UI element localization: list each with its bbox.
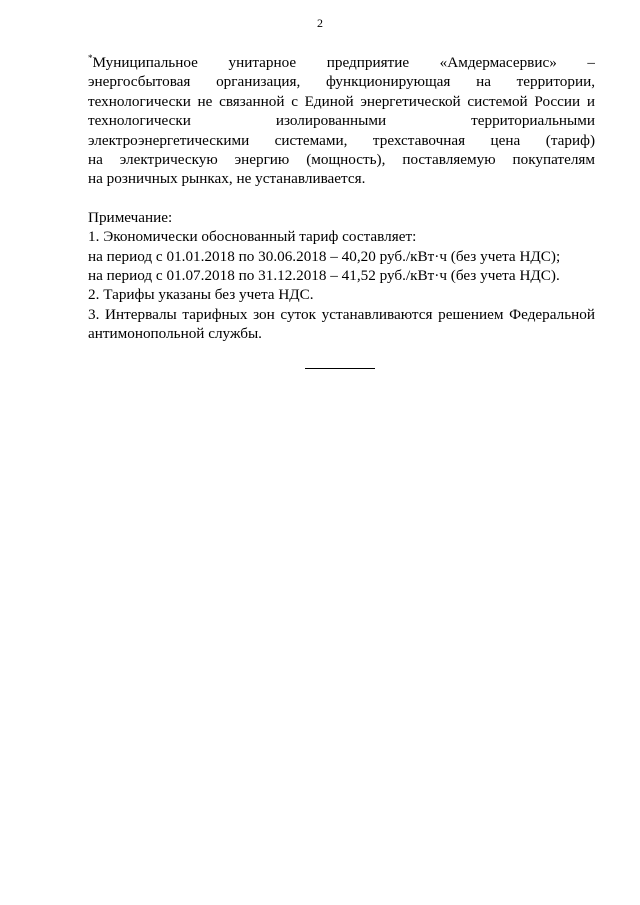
footnote-line: на электрическую энергию (мощность), поставляемую покупателям <box>88 151 595 169</box>
footnote-line: технологически изолированными территориальными <box>88 112 595 130</box>
footnote-paragraph <box>88 53 595 189</box>
notes-section <box>88 208 595 344</box>
notes-heading: Примечание: <box>88 208 173 226</box>
note-item-2: 2. Тарифы указаны без учета НДС. <box>88 286 314 304</box>
footnote-line <box>88 53 595 72</box>
document-body <box>88 53 595 344</box>
footnote-line: на розничных рынках, не устанавливается. <box>88 170 366 188</box>
footnote-line-text: Муниципальное унитарное предприятие «Амдермасервис» – <box>92 54 595 71</box>
note-item-1: 1. Экономически обоснованный тариф составляет: <box>88 228 417 246</box>
footnote-line: технологически не связанной с Единой энергетической системой России и <box>88 92 595 110</box>
end-divider <box>305 368 375 369</box>
footnote-marker: * <box>88 53 93 63</box>
page-number: 2 <box>317 16 323 30</box>
note-item-1-period-2: на период с 01.07.2018 по 31.12.2018 – 41,52 руб./кВт·ч (без учета НДС). <box>88 267 560 285</box>
note-item-1-period-1: на период с 01.01.2018 по 30.06.2018 – 40,20 руб./кВт·ч (без учета НДС); <box>88 247 561 265</box>
note-item-3-line-2: антимонопольной службы. <box>88 325 262 343</box>
footnote-line: энергосбытовая организация, функционирующая на территории, <box>88 73 595 91</box>
footnote-line: электроэнергетическими системами, трехставочная цена (тариф) <box>88 131 595 149</box>
note-item-3-line-1: 3. Интервалы тарифных зон суток устанавливаются решением Федеральной <box>88 305 595 323</box>
